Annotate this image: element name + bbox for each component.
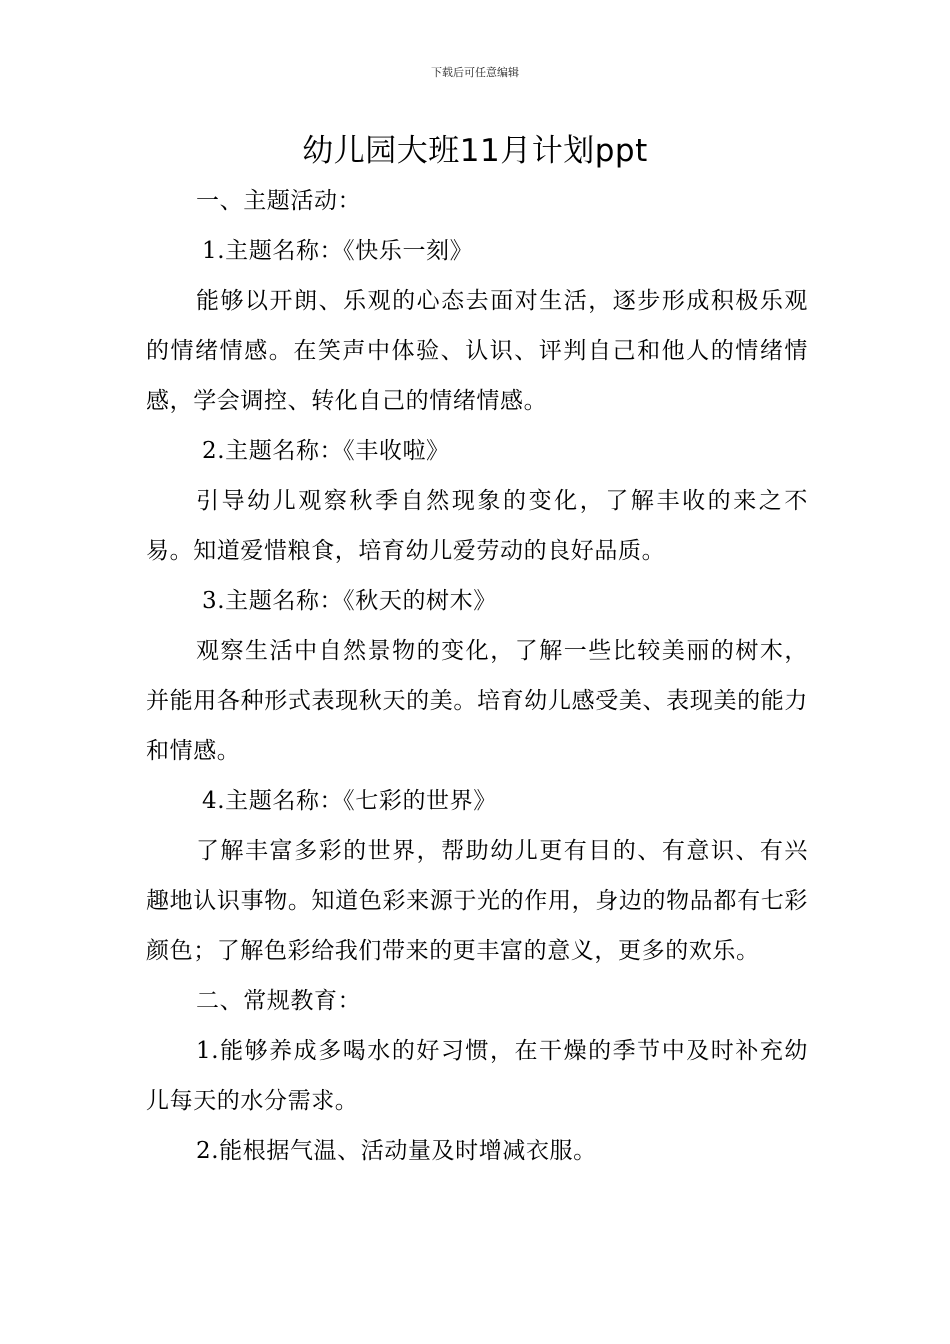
theme-description-1: 能够以开朗、乐观的心态去面对生活，逐步形成积极乐观的情绪情感。在笑声中体验、认识、评判自己和他人的情绪情感，学会调控、转化自己的情绪情感。 xyxy=(146,288,808,414)
routine-item-1: 1.能够养成多喝水的好习惯，在干燥的季节中及时补充幼儿每天的水分需求。 xyxy=(146,1038,808,1114)
theme-title-4: 4.主题名称：《七彩的世界》 xyxy=(202,788,497,814)
header-note: 下载后可任意编辑 xyxy=(431,66,519,79)
theme-title-2: 2.主题名称：《丰收啦》 xyxy=(202,438,450,464)
theme-description-4: 了解丰富多彩的世界，帮助幼儿更有目的、有意识、有兴趣地认识事物。知道色彩来源于光的作用，身边的物品都有七彩颜色；了解色彩给我们带来的更丰富的意义，更多的欢乐。 xyxy=(146,838,808,964)
section-heading-routine: 二、常规教育： xyxy=(196,988,362,1014)
document-body xyxy=(146,176,808,1176)
routine-item-2: 2.能根据气温、活动量及时增减衣服。 xyxy=(196,1138,597,1164)
theme-title-3: 3.主题名称：《秋天的树木》 xyxy=(202,588,497,614)
section-heading-themes: 一、主题活动： xyxy=(196,188,362,214)
theme-title-1: 1.主题名称：《快乐一刻》 xyxy=(202,238,474,264)
theme-description-3: 观察生活中自然景物的变化，了解一些比较美丽的树木，并能用各种形式表现秋天的美。培育幼儿感受美、表现美的能力和情感。 xyxy=(146,638,808,764)
document-title: 幼儿园大班11月计划ppt xyxy=(302,133,648,169)
theme-description-2: 引导幼儿观察秋季自然现象的变化，了解丰收的来之不易。知道爱惜粮食，培育幼儿爱劳动的良好品质。 xyxy=(146,488,808,564)
